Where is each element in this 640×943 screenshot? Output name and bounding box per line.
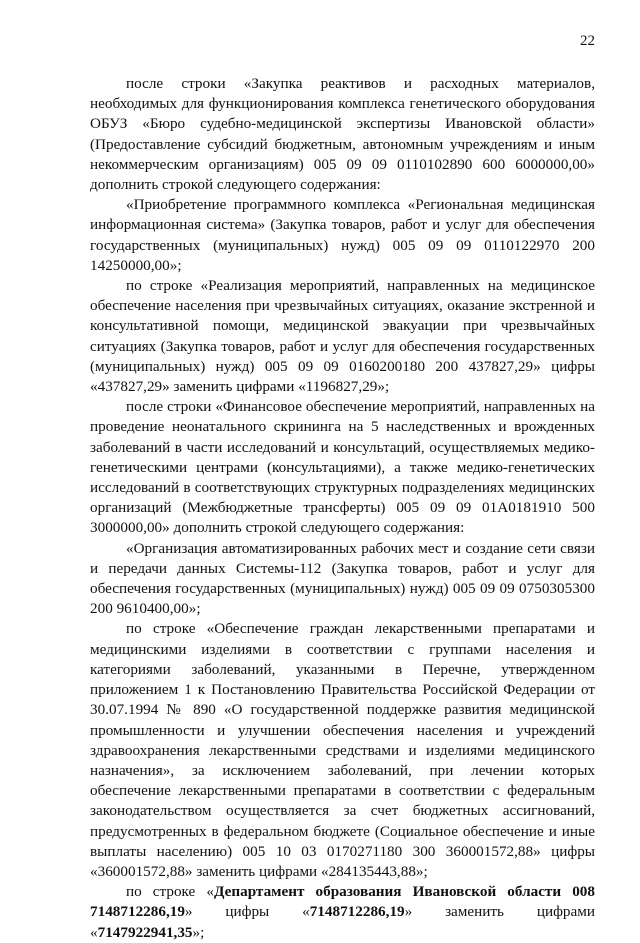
paragraph: «Организация автоматизированных рабочих мест и создание сети связи и передачи данных Системы-112 (Закупка товаров, работ и услуг для обеспечения государственных (муниципальных) нужд) 005 09 09 0750305300 200 9610400,00»; xyxy=(90,539,595,618)
text-fragment: » заменить цифрами « xyxy=(90,903,595,941)
bold-fragment: Департамент образования Ивановской области 008 7148712286,19 xyxy=(90,883,595,921)
paragraph: по строке «Обеспечение граждан лекарственными препаратами и медицинскими изделиями в соответствии с группами населения и категориями заболеваний, указанными в Перечне, утвержденном приложением 1 к Постановлению Правительства Российской Федерации от 30.07.1994 № 890 «О государственной поддержке развития медицинской промышленности и улучшении обеспечения населения и учреждений здравоохранения лекарственными средствами и изделиями медицинского назначения», за исключением заболеваний, при лечении которых обеспечение лекарственными препаратами в соответствии с федеральным законодательством осуществляется за счет бюджетных ассигнований, предусмотренных в федеральном бюджете (Социальное обеспечение и иные выплаты населению) 005 10 03 0170271180 300 360001572,88» цифры «360001572,88» заменить цифрами «284135443,88»; xyxy=(90,620,595,880)
paragraph: «Приобретение программного комплекса «Региональная медицинская информационная система» (Закупка товаров, работ и услуг для обеспечения государственных (муниципальных) нужд) 005 09 09 0110122970 200 14250000,00»; xyxy=(90,196,595,274)
page-number: 22 xyxy=(580,33,595,49)
document-body xyxy=(90,74,595,943)
bold-fragment: 7148712286,19 xyxy=(309,903,405,921)
paragraph-last xyxy=(90,882,595,943)
paragraph: после строки «Закупка реактивов и расходных материалов, необходимых для функционирования комплекса генетического оборудования ОБУЗ «Бюро судебно-медицинской экспертизы Ивановской области» (Предоставление субсидий бюджетным, автономным учреждениям и иным некоммерческим организациям) 005 09 09 0110102890 600 6000000,00» дополнить строкой следующего содержания: xyxy=(90,75,595,194)
text-fragment: по строке « xyxy=(126,883,214,901)
paragraph: после строки «Финансовое обеспечение мероприятий, направленных на проведение неонатального скрининга на 5 наследственных и врожденных заболеваний в части исследований и консультаций, осуществляемых медико-генетическими центрами (консультациями), а также медико-генетических исследований в соответствующих структурных подразделениях медицинских организаций (Межбюджетные трансферты) 005 09 09 01А0181910 500 3000000,00» дополнить строкой следующего содержания: xyxy=(90,398,595,537)
paragraph: по строке «Реализация мероприятий, направленных на медицинское обеспечение населения при чрезвычайных ситуациях, оказание экстренной и консультативной помощи, медицинской эвакуации при чрезвычайных ситуациях (Закупка товаров, работ и услуг для обеспечения государственных (муниципальных) нужд) 005 09 09 0160200180 200 437827,29» цифры «437827,29» заменить цифрами «1196827,29»; xyxy=(90,277,595,396)
text-fragment: » цифры « xyxy=(184,903,310,921)
text-fragment: »; xyxy=(192,923,205,941)
bold-fragment: 7147922941,35 xyxy=(97,923,193,941)
